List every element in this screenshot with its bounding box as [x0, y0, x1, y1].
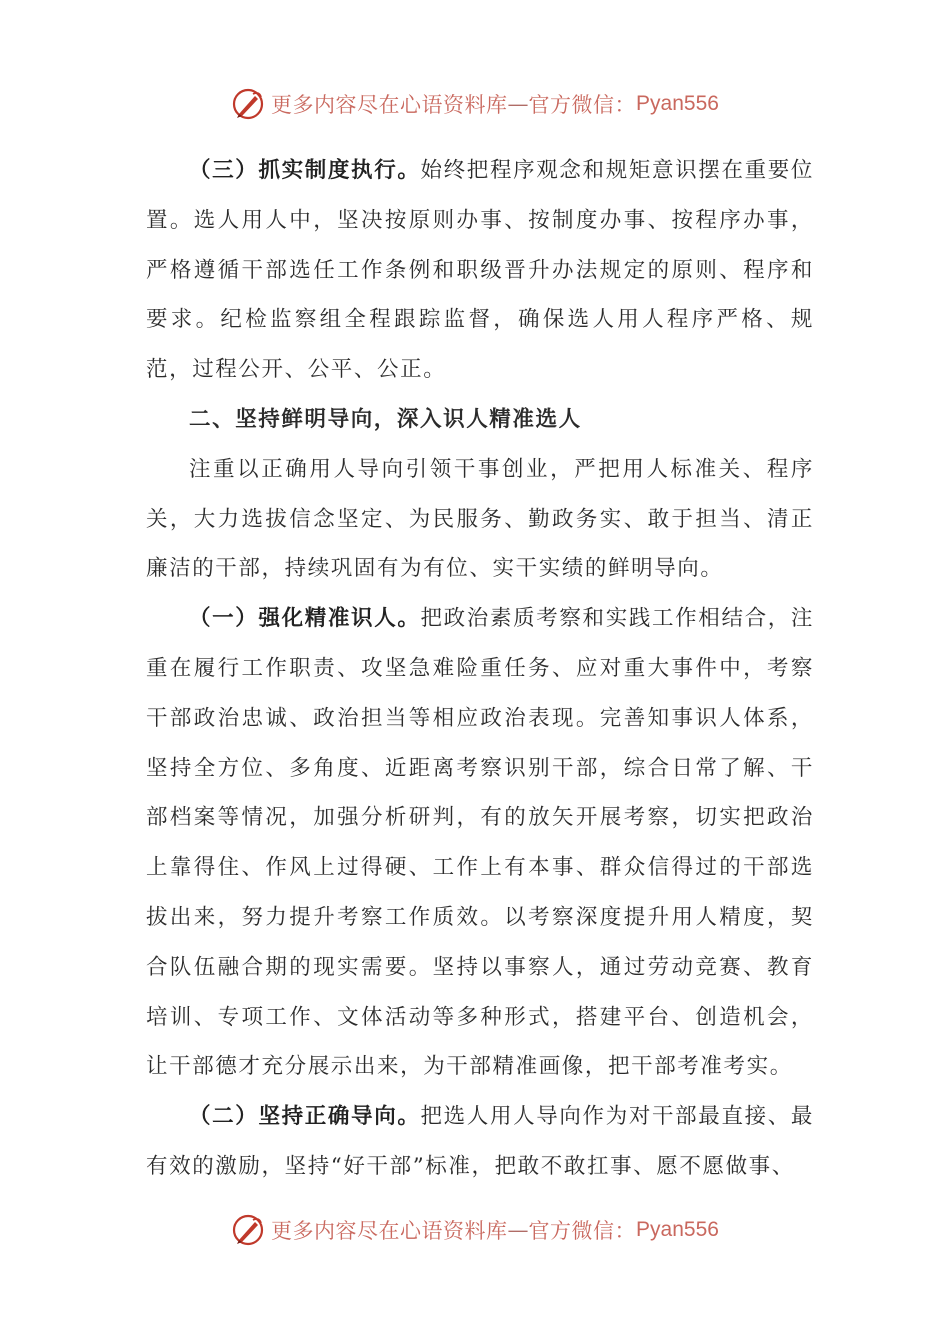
banner-label: 官方微信：	[528, 93, 637, 117]
paragraph-system-execution	[146, 146, 814, 395]
banner-separator: —	[507, 1218, 529, 1242]
paragraph-lead: （一）强化精准识人。	[189, 606, 421, 632]
banner-text: 更多内容尽在心语资料库	[271, 1219, 508, 1243]
paragraph-precise-identification	[146, 594, 814, 1092]
banner-account: Pyan556	[636, 1218, 719, 1241]
banner-label: 官方微信：	[528, 1219, 637, 1243]
footer-watermark-banner	[0, 1210, 950, 1250]
paragraph-correct-orientation	[146, 1092, 814, 1192]
paragraph-text: 始终把程序观念和规矩意识摆在重要位置。选人用人中，坚决按原则办事、按制度办事、按程序办事，严格遵循干部选任工作条例和职级晋升办法规定的原则、程序和要求。纪检监察组全程跟踪监督，确保选人用人程序严格、规范，过程公开、公平、公正。	[146, 158, 814, 383]
banner-account: Pyan556	[636, 92, 719, 115]
paragraph-intro: 注重以正确用人导向引领干事创业，严把用人标准关、程序关，大力选拔信念坚定、为民服务、勤政务实、敢于担当、清正廉洁的干部，持续巩固有为有位、实干实绩的鲜明导向。	[146, 456, 814, 582]
paragraph-lead: （三）抓实制度执行。	[189, 158, 421, 183]
section-heading: 二、坚持鲜明导向，深入识人精准选人	[189, 406, 582, 432]
header-watermark-banner	[0, 84, 950, 124]
pen-logo-icon	[231, 1213, 265, 1247]
banner-separator: —	[507, 92, 529, 116]
banner-text: 更多内容尽在心语资料库	[271, 93, 508, 117]
paragraph-text: 把政治素质考察和实践工作相结合，注重在履行工作职责、攻坚急难险重任务、应对重大事件中，考察干部政治忠诚、政治担当等相应政治表现。完善知事识人体系，坚持全方位、多角度、近距离考察识别干部，综合日常了解、干部档案等情况，加强分析研判，有的放矢开展考察，切实把政治上靠得住、作风上过得硬、工作上有本事、群众信得过的干部选拔出来，努力提升考察工作质效。以考察深度提升用人精度，契合队伍融合期的现实需要。坚持以事察人，通过劳动竞赛、教育培训、专项工作、文体活动等多种形式，搭建平台、创造机会，让干部德才充分展示出来，为干部精准画像，把干部考准考实。	[146, 606, 814, 1080]
pen-logo-icon	[231, 87, 265, 121]
paragraph-text: 把选人用人导向作为对干部最直接、最有效的激励，坚持“好干部”标准，把敢不敢扛事、愿不愿做事、	[146, 1104, 814, 1179]
document-body	[146, 146, 814, 1192]
paragraph-lead: （二）坚持正确导向。	[189, 1104, 421, 1130]
